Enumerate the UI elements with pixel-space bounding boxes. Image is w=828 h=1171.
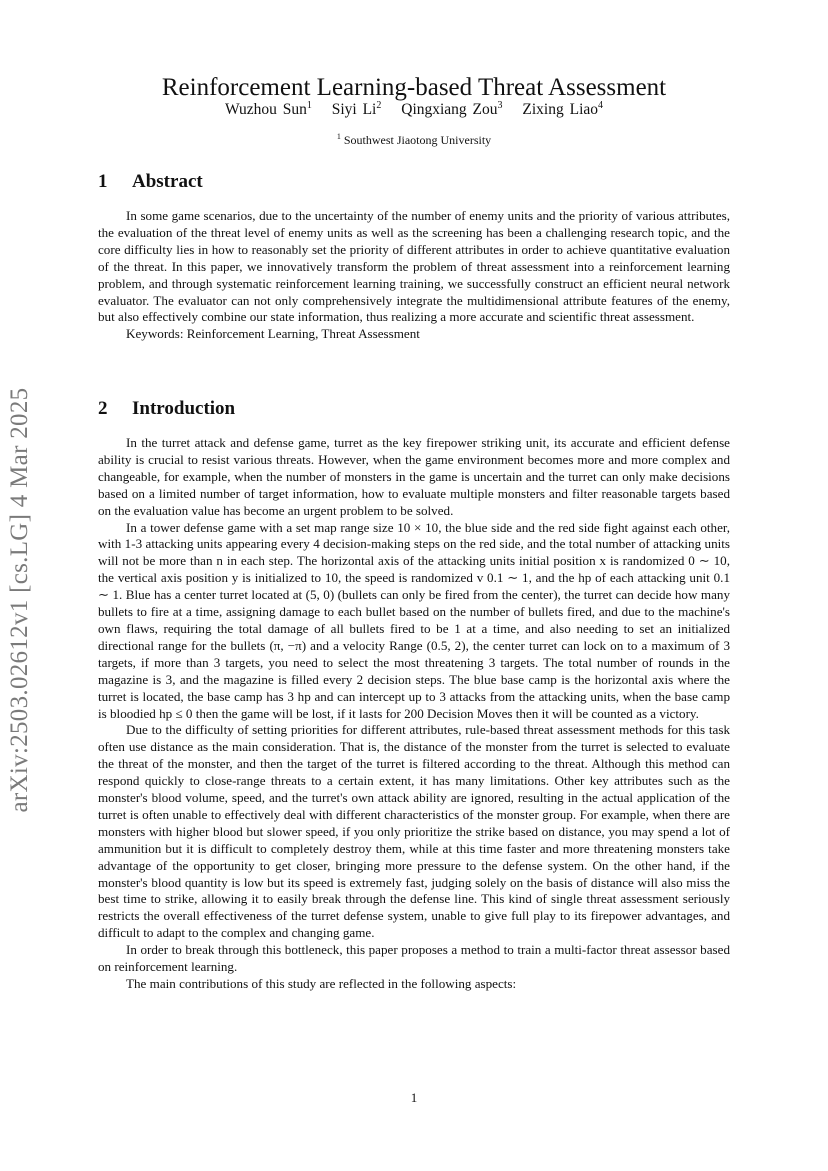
author-affiliation-mark: 4 [598,100,604,111]
author [522,101,603,118]
introduction-body [98,435,730,993]
author-name: Wuzhou Sun [224,101,307,119]
author-affiliation-mark: 3 [497,100,503,111]
arxiv-id: arXiv:2503.02612v1 [cs.LG] 4 Mar 2025 [6,387,33,813]
author [401,101,502,118]
author-list [0,100,828,119]
paper-title: Reinforcement Learning-based Threat Assessment [161,74,667,101]
abstract-paragraph: In some game scenarios, due to the uncertainty of the number of enemy units and the priority of various attributes, the evaluation of the threat level of enemy units as well as the screening has been a challenging research topic, and the core difficulty lies in how to reasonably set the priority of different attributes in order to achieve quantitative evaluation of the threat. In this paper, we innovatively transform the problem of threat assessment into a reinforcement learning problem, and through systematic reinforcement learning training, we successfully construct an efficient neural network evaluator. The evaluator can not only comprehensively integrate the multidimensional attribute features of the enemy, but also effectively combine our state information, thus realizing a more accurate and scientific threat assessment. [98,208,730,325]
section-title: Introduction [132,398,236,419]
abstract-body [98,208,730,343]
section-title: Abstract [132,171,203,192]
body-paragraph: Due to the difficulty of setting priorities for different attributes, rule-based threat assessment methods for this task often use distance as the main consideration. That is, the distance of the monster from the turret is selected to evaluate the threat of the monster, and then the target of the turret is filtered according to the threat. Although this method can respond quickly to close-range threats to a certain extent, it has many limitations. Other key attributes such as the monster's blood volume, speed, and the turret's own attack ability are ignored, resulting in the actual application of the turret is often unable to effectively deal with different characteristics of the monster group. For example, when there are monsters with higher blood but slower speed, if you only prioritize the strike based on distance, you may spend a lot of ammunition but it is difficult to completely destroy them, while at this time faster and more threatening monsters take advantage of the opportunity to get closer, bringing more pressure to the defense system. On the other hand, if the monster's blood quantity is low but its speed is extremely fast, judging solely on the basis of distance will also miss the best time to strike, allowing it to easily break through the defense line. This kind of single threat assessment seriously restricts the overall effectiveness of the turret defense system, unable to give full play to its firepower advantages, and difficult to adapt to the complex and changing game. [98,722,730,941]
keywords: Keywords: Reinforcement Learning, Threat Assessment [126,326,420,342]
author-affiliation-mark: 1 [306,100,312,111]
author [225,101,312,118]
body-paragraph: In the turret attack and defense game, turret as the key firepower striking unit, its accurate and efficient defense ability is crucial to resist various threats. However, when the game environment becomes more and more complex and changeable, for example, when the number of monsters in the game is uncertain and the turret can only make decisions based on a limited number of target information, how to evaluate multiple monsters and filter reasonable targets based on the evaluation value has become an urgent problem to be solved. [98,435,730,518]
section-heading-abstract [98,171,203,193]
section-number: 1 [98,171,108,192]
body-paragraph: In order to break through this bottleneck, this paper proposes a method to train a multi-factor threat assessor based on reinforcement learning. [98,942,730,975]
author-name: Siyi Li [331,101,377,119]
body-paragraph: In a tower defense game with a set map range size 10 × 10, the blue side and the red side fight against each other, with 1-3 attacking units appearing every 4 decision-making steps on the red side, and the total number of attacking units will not be more than n in each step. The horizontal axis of the attacking units initial position x is randomized 0 ∼ 10, the vertical axis position y is initialized to 10, the speed is randomized v 0.1 ∼ 1, and the hp of each attacking unit 0.1 ∼ 1. Blue has a center turret located at (5, 0) (bullets can only be fired from the center), the turret can decide how many bullets to fire at a time, assigning damage to each bullet based on the number of bullets fired, and due to the machine's own flaws, requiring the total damage of all bullets fired to be 1 at a time, and also needing to set an initialized directional range for the bullets (π, −π) and a velocity Range (0.5, 2), the center turret can lock on to a maximum of 3 targets, if more than 3 targets, you need to select the most threatening 3 targets. The total number of rounds in the magazine is 3, and the magazine is filled every 2 decision steps. The blue base camp is the horizontal axis where the turret is located, the base camp has 3 hp and can intercept up to 3 attacks from the attacking units, when the base camp is bloodied hp ≤ 0 then the game will be lost, if it lasts for 200 Decision Moves then it will be counted as a victory. [98,519,730,721]
affiliation-mark: 1 [336,132,341,141]
author [332,101,382,118]
section-heading-introduction [98,398,235,420]
body-paragraph: The main contributions of this study are reflected in the following aspects: [126,976,517,991]
author-name: Qingxiang Zou [401,101,498,119]
author-name: Zixing Liao [522,101,599,119]
affiliation-name: Southwest Jiaotong University [343,133,492,147]
affiliation [0,132,828,148]
author-affiliation-mark: 2 [376,100,382,111]
section-number: 2 [98,398,108,419]
page-number: 1 [410,1090,418,1105]
